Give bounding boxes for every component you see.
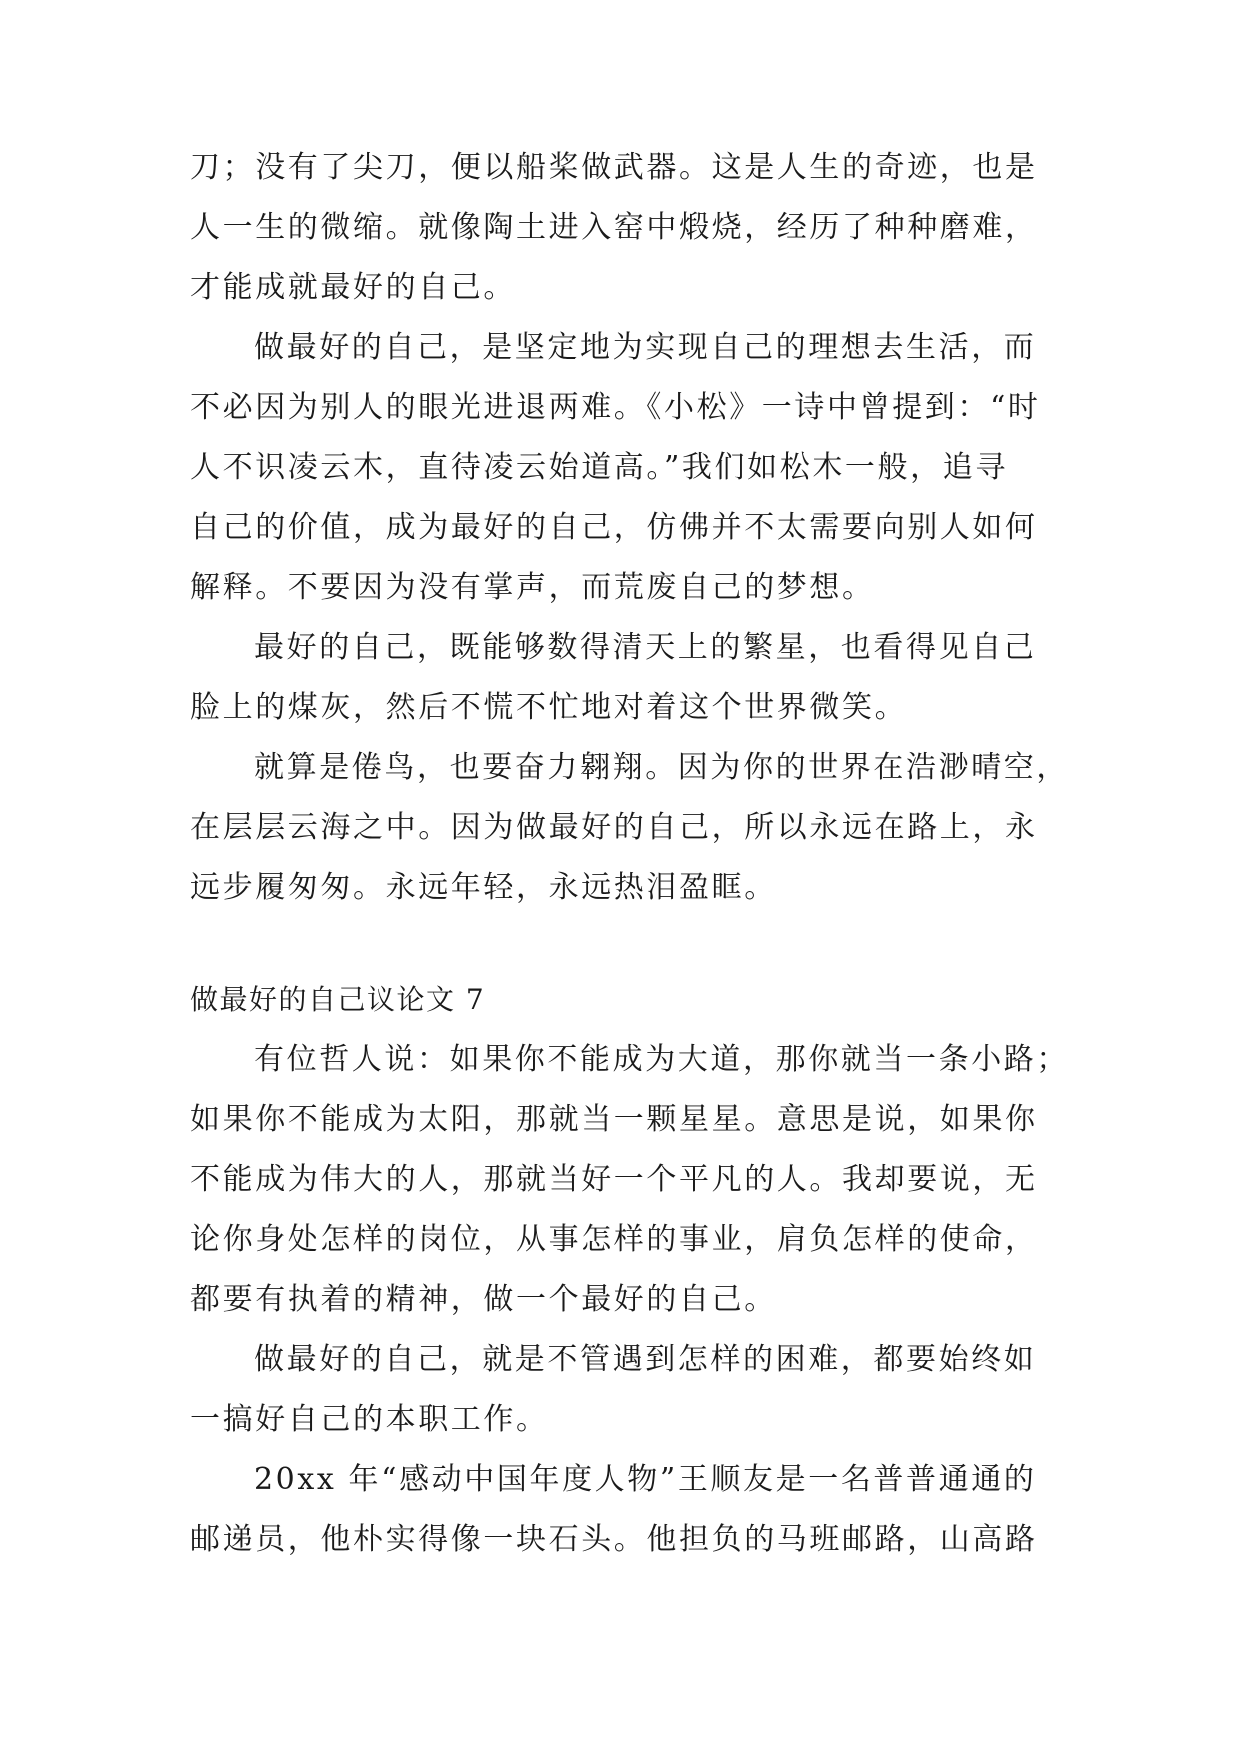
text-line: 一搞好自己的本职工作。	[190, 1402, 549, 1437]
text-line: 论你身处怎样的岗位，从事怎样的事业，肩负怎样的使命，	[190, 1222, 1038, 1257]
paragraph-wang-shunyou	[190, 1450, 1070, 1570]
text-line: 如果你不能成为太阳，那就当一颗星星。意思是说，如果你	[190, 1102, 1038, 1137]
paragraph-difficulty	[190, 1330, 1070, 1450]
paragraph-tired-bird	[190, 738, 1070, 918]
text-line: 做最好的自己，是坚定地为实现自己的理想去生活，而	[254, 330, 1037, 365]
text-line: 在层层云海之中。因为做最好的自己，所以永远在路上，永	[190, 810, 1038, 845]
text-line: 就算是倦鸟，也要奋力翱翔。因为你的世界在浩渺晴空，	[254, 750, 1069, 785]
text-line: 不必因为别人的眼光进退两难。《小松》一诗中曾提到：“时	[190, 390, 1041, 425]
text-line: 人不识凌云木，直待凌云始道高。”我们如松木一般，追寻	[190, 450, 1008, 485]
text-line: 不能成为伟大的人，那就当好一个平凡的人。我却要说，无	[190, 1162, 1038, 1197]
text-line: 远步履匆匆。永远年轻，永远热泪盈眶。	[190, 870, 777, 905]
text-line: 做最好的自己，就是不管遇到怎样的困难，都要始终如	[254, 1342, 1037, 1377]
text-line: 自己的价值，成为最好的自己，仿佛并不太需要向别人如何	[190, 510, 1038, 545]
text-line: 脸上的煤灰，然后不慌不忙地对着这个世界微笑。	[190, 690, 908, 725]
paragraph-continuation	[190, 138, 1070, 318]
text-line: 20xx 年“感动中国年度人物”王顺友是一名普普通通的	[254, 1462, 1037, 1497]
text-line: 都要有执着的精神，做一个最好的自己。	[190, 1282, 777, 1317]
section-heading: 做最好的自己议论文 7	[190, 983, 486, 1016]
text-line: 有位哲人说：如果你不能成为大道，那你就当一条小路；	[254, 1042, 1069, 1077]
text-line: 解释。不要因为没有掌声，而荒废自己的梦想。	[190, 570, 875, 605]
text-line: 最好的自己，既能够数得清天上的繁星，也看得见自己	[254, 630, 1037, 665]
text-line: 邮递员，他朴实得像一块石头。他担负的马班邮路，山高路	[190, 1522, 1038, 1557]
paragraph-stars	[190, 618, 1070, 738]
text-line: 人一生的微缩。就像陶土进入窑中煅烧，经历了种种磨难，	[190, 210, 1038, 245]
text-line: 刀；没有了尖刀，便以船桨做武器。这是人生的奇迹，也是	[190, 150, 1038, 185]
paragraph-be-best-self	[190, 318, 1070, 618]
text-line: 才能成就最好的自己。	[190, 270, 516, 305]
paragraph-philosopher	[190, 1030, 1070, 1330]
